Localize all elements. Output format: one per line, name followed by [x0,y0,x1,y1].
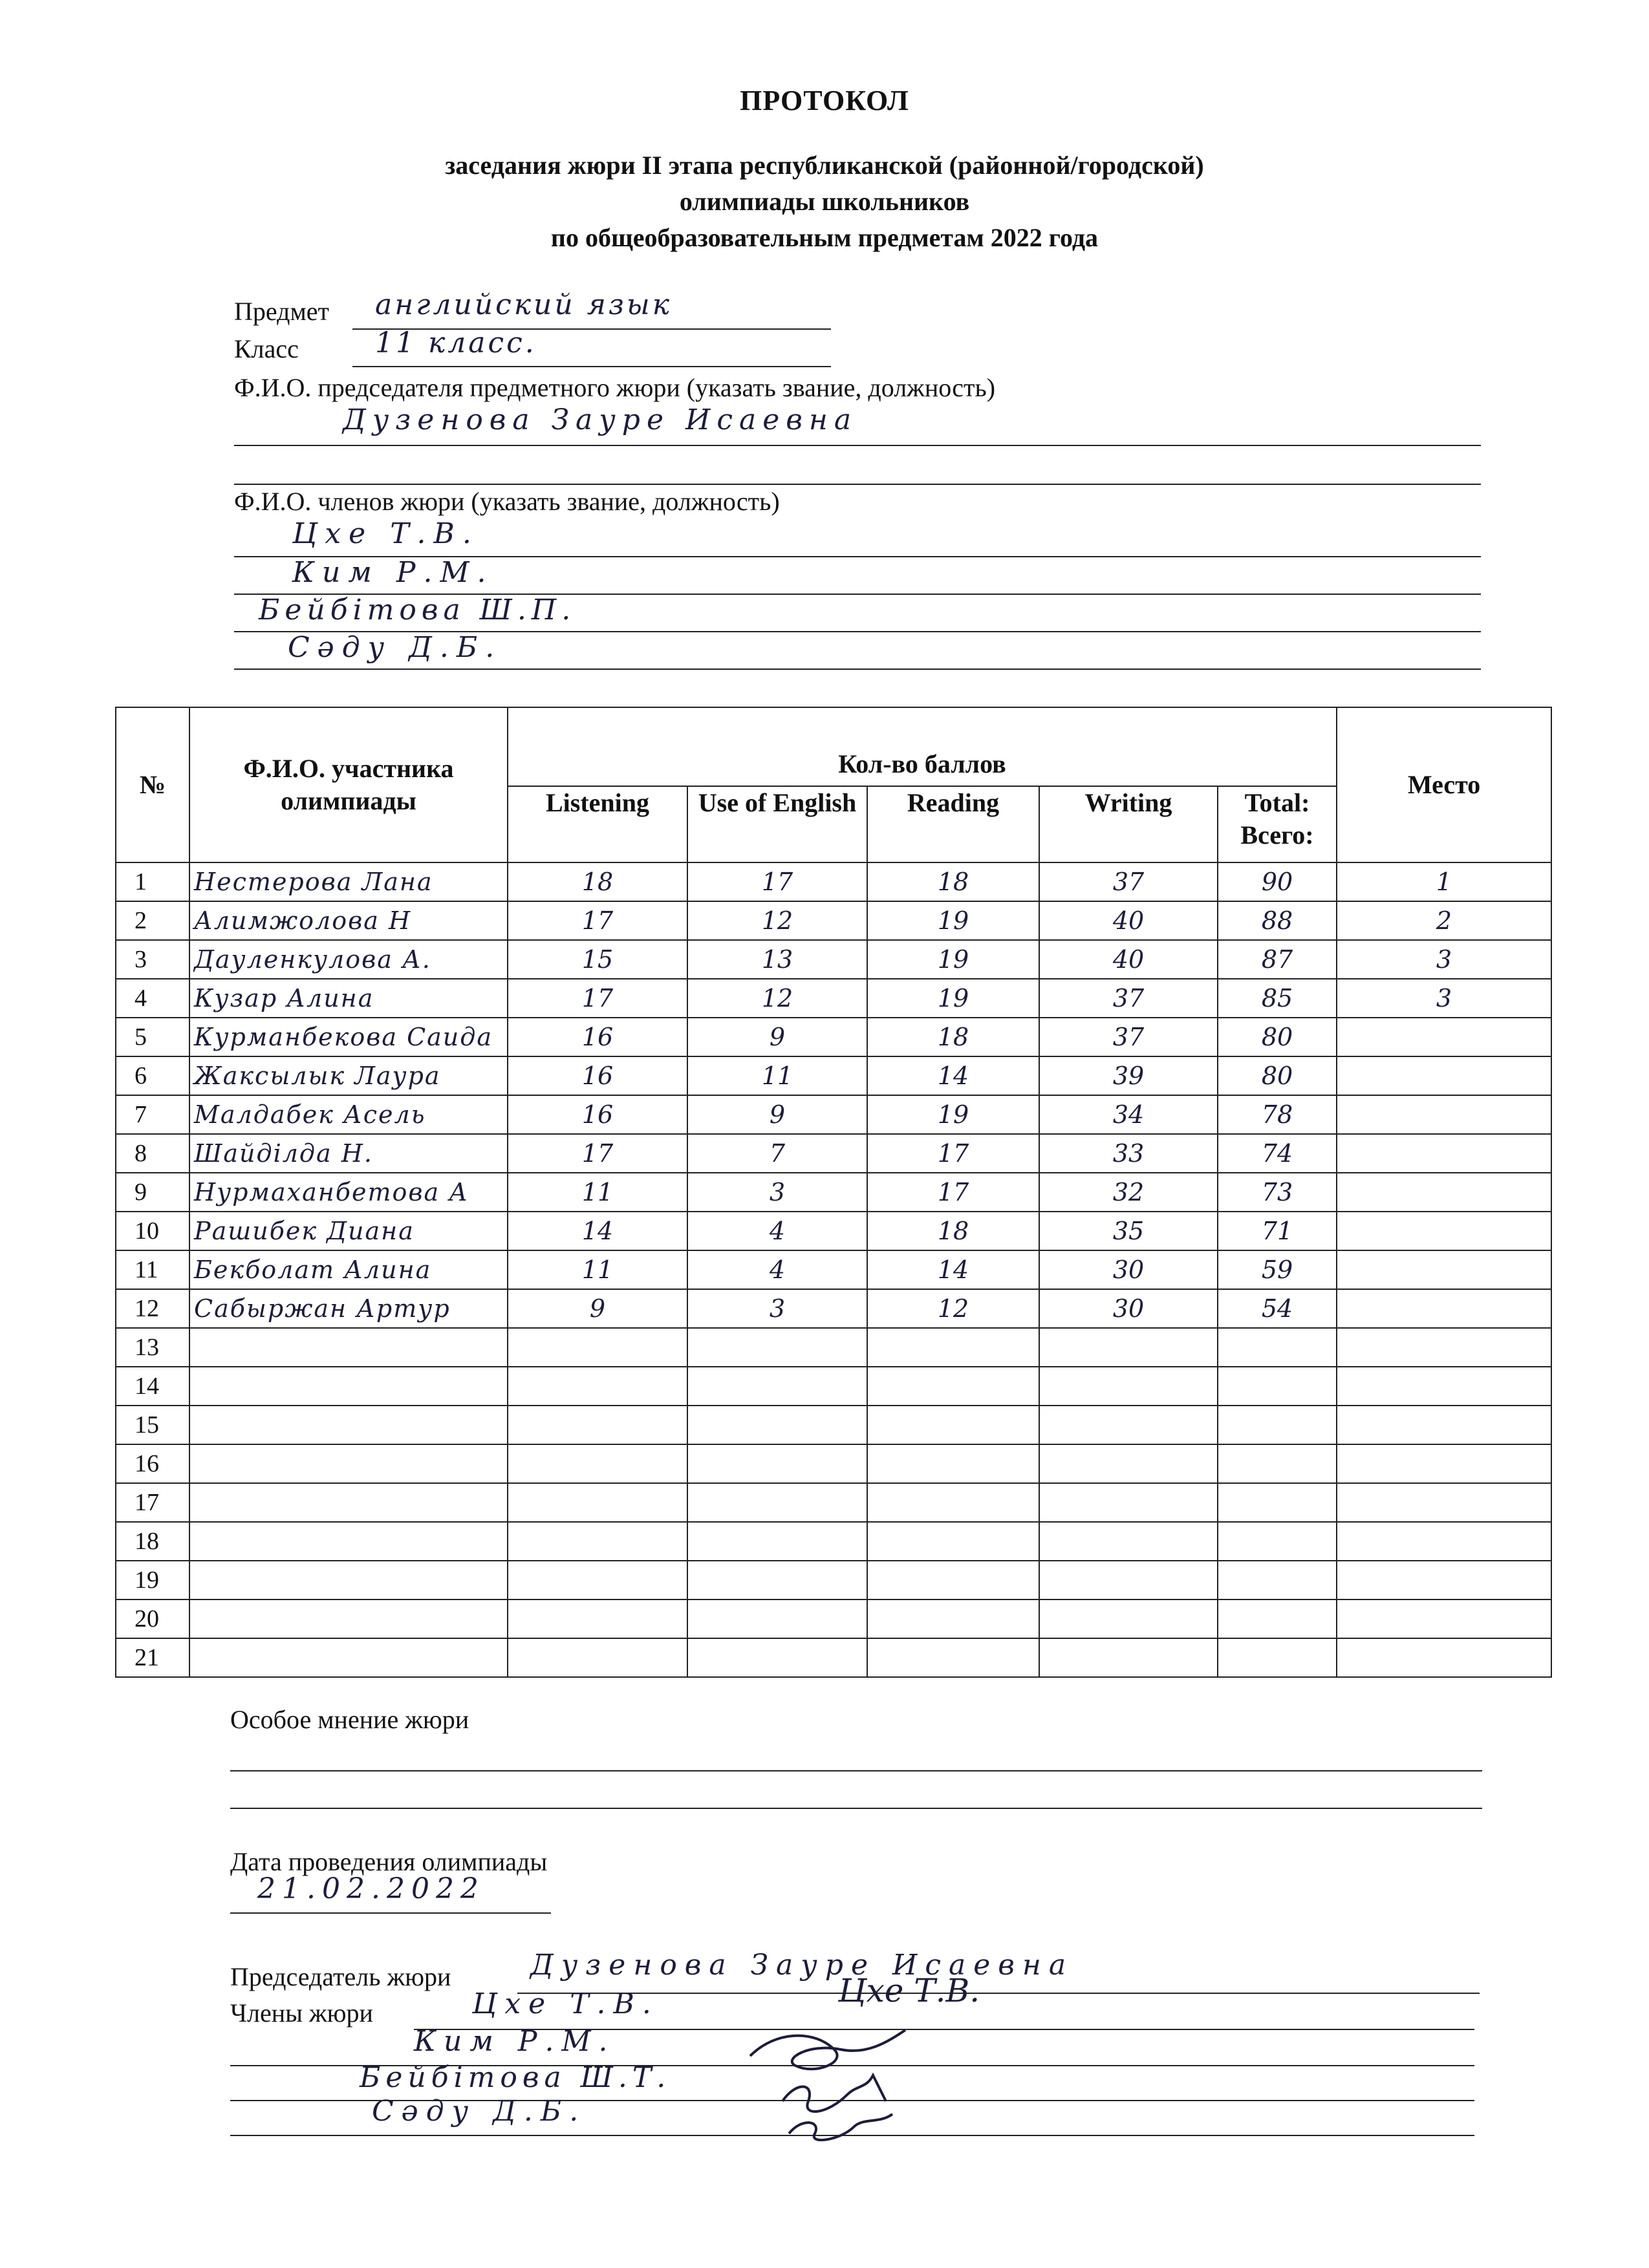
cell-listening [508,1561,687,1599]
cell-num: 2 [116,901,189,940]
cell-participant-name: Шайділда Н. [189,1134,508,1173]
table-row [116,1095,1551,1134]
cell-participant-name: Рашибек Диана [189,1212,508,1250]
table-row [116,1212,1551,1250]
cell-num: 11 [116,1250,189,1289]
cell-use-of-english: 3 [687,1289,867,1328]
cell-use-of-english [687,1561,867,1599]
cell-num: 16 [116,1444,189,1483]
footer-chair-value: Дузенова Зауре Исаевна [530,1949,1074,1982]
cell-writing [1039,1483,1218,1522]
cell-use-of-english: 4 [687,1212,867,1250]
cell-listening: 9 [508,1289,687,1328]
cell-num: 17 [116,1483,189,1522]
cell-writing: 37 [1039,979,1218,1018]
cell-writing [1039,1561,1218,1599]
cell-total: 87 [1218,940,1337,979]
table-row [116,1134,1551,1173]
cell-reading: 18 [867,862,1039,901]
cell-total: 80 [1218,1056,1337,1095]
class-value: 11 класс. [375,326,537,359]
cell-num: 5 [116,1018,189,1056]
cell-writing [1039,1599,1218,1638]
cell-writing [1039,1328,1218,1367]
cell-reading: 19 [867,901,1039,940]
footer-member-2: Ким Р.М. [414,2025,616,2058]
opinion-line-2 [230,1808,1482,1809]
cell-participant-name [189,1522,508,1561]
page-title: ПРОТОКОЛ [740,85,909,116]
cell-participant-name: Бекболат Алина [189,1250,508,1289]
cell-listening [508,1367,687,1406]
cell-use-of-english: 9 [687,1095,867,1134]
cell-use-of-english [687,1522,867,1561]
cell-participant-name [189,1483,508,1522]
cell-participant-name: Нестерова Лана [189,862,508,901]
cell-participant-name: Кузар Алина [189,979,508,1018]
cell-listening [508,1522,687,1561]
opinion-line-1 [230,1770,1482,1771]
footer-member-4: Сәду Д.Б. [372,2095,587,2128]
cell-reading [867,1406,1039,1444]
cell-writing [1039,1367,1218,1406]
cell-total: 78 [1218,1095,1337,1134]
cell-num: 10 [116,1212,189,1250]
cell-use-of-english [687,1406,867,1444]
cell-num: 13 [116,1328,189,1367]
cell-writing [1039,1638,1218,1677]
chair-value: Дузенова Зауре Исаевна [343,403,858,436]
cell-participant-name [189,1444,508,1483]
cell-listening [508,1444,687,1483]
cell-num: 1 [116,862,189,901]
cell-writing: 33 [1039,1134,1218,1173]
cell-writing: 40 [1039,940,1218,979]
cell-use-of-english: 7 [687,1134,867,1173]
cell-place [1337,1250,1551,1289]
members-label: Ф.И.О. членов жюри (указать звание, должность) [234,487,780,516]
cell-writing: 40 [1039,901,1218,940]
cell-reading: 18 [867,1212,1039,1250]
cell-participant-name [189,1638,508,1677]
cell-total: 88 [1218,901,1337,940]
cell-writing: 30 [1039,1250,1218,1289]
results-table [115,707,1552,1678]
cell-participant-name: Курманбекова Саида [189,1018,508,1056]
table-row [116,1250,1551,1289]
cell-place: 2 [1337,901,1551,940]
cell-place [1337,1444,1551,1483]
cell-listening [508,1406,687,1444]
table-row [116,1056,1551,1095]
cell-total: 90 [1218,862,1337,901]
col-header-listening: Listening [508,786,687,862]
table-row [116,862,1551,901]
cell-total: 85 [1218,979,1337,1018]
cell-reading: 14 [867,1056,1039,1095]
cell-total [1218,1367,1337,1406]
table-row [116,1018,1551,1056]
cell-num: 21 [116,1638,189,1677]
col-header-total: Total: Всего: [1218,786,1337,862]
cell-writing [1039,1406,1218,1444]
cell-listening: 17 [508,901,687,940]
cell-participant-name: Нурмаханбетова А [189,1173,508,1212]
cell-num: 8 [116,1134,189,1173]
cell-use-of-english: 11 [687,1056,867,1095]
table-row [116,1289,1551,1328]
cell-num: 12 [116,1289,189,1328]
cell-writing [1039,1522,1218,1561]
cell-use-of-english: 12 [687,901,867,940]
cell-writing: 30 [1039,1289,1218,1328]
chair-line-2 [234,484,1481,485]
footer-members-label: Члены жюри [230,1998,373,2027]
cell-use-of-english: 13 [687,940,867,979]
cell-total [1218,1406,1337,1444]
cell-participant-name: Дауленкулова А. [189,940,508,979]
cell-use-of-english [687,1638,867,1677]
cell-reading: 14 [867,1250,1039,1289]
cell-listening: 15 [508,940,687,979]
cell-total [1218,1522,1337,1561]
cell-place [1337,1599,1551,1638]
date-value: 21.02.2022 [257,1872,485,1905]
subtitle-line-2: олимпиады школьников [679,187,970,216]
cell-total [1218,1638,1337,1677]
cell-reading: 19 [867,979,1039,1018]
cell-total [1218,1599,1337,1638]
cell-num: 7 [116,1095,189,1134]
subject-value: английский язык [375,288,672,321]
cell-reading [867,1522,1039,1561]
cell-num: 19 [116,1561,189,1599]
subject-label: Предмет [234,297,330,326]
cell-writing: 37 [1039,862,1218,901]
cell-reading [867,1328,1039,1367]
chair-line-1 [234,445,1481,446]
cell-use-of-english: 9 [687,1018,867,1056]
cell-total: 80 [1218,1018,1337,1056]
table-row [116,1522,1551,1561]
cell-listening: 17 [508,1134,687,1173]
cell-reading [867,1599,1039,1638]
class-label: Класс [234,334,299,363]
cell-num: 14 [116,1367,189,1406]
cell-listening: 11 [508,1173,687,1212]
table-row [116,979,1551,1018]
cell-use-of-english: 3 [687,1173,867,1212]
table-row [116,1599,1551,1638]
cell-participant-name: Жаксылык Лаура [189,1056,508,1095]
col-header-reading: Reading [867,786,1039,862]
cell-total: 73 [1218,1173,1337,1212]
cell-num: 9 [116,1173,189,1212]
table-row [116,901,1551,940]
signature-1: Цхе Т.В. [838,1972,980,2009]
member-4: Сәду Д.Б. [288,631,502,664]
cell-participant-name: Сабыржан Артур [189,1289,508,1328]
cell-writing: 39 [1039,1056,1218,1095]
subtitle-line-3: по общеобразовательным предметам 2022 года [550,223,1099,252]
cell-place [1337,1483,1551,1522]
cell-listening [508,1599,687,1638]
footer-chair-line [517,1993,1480,1994]
cell-participant-name [189,1599,508,1638]
cell-place [1337,1561,1551,1599]
cell-participant-name [189,1328,508,1367]
cell-place [1337,1367,1551,1406]
cell-use-of-english [687,1599,867,1638]
cell-reading: 19 [867,940,1039,979]
cell-place [1337,1095,1551,1134]
cell-reading: 18 [867,1018,1039,1056]
col-header-place: Место [1337,707,1551,862]
cell-participant-name: Малдабек Асель [189,1095,508,1134]
cell-place [1337,1638,1551,1677]
cell-use-of-english [687,1328,867,1367]
col-header-num: № [116,707,189,862]
cell-participant-name: Алимжолова Н [189,901,508,940]
cell-place: 3 [1337,979,1551,1018]
cell-reading: 17 [867,1173,1039,1212]
cell-num: 15 [116,1406,189,1444]
cell-num: 18 [116,1522,189,1561]
cell-place [1337,1522,1551,1561]
cell-writing: 32 [1039,1173,1218,1212]
cell-place [1337,1056,1551,1095]
cell-place [1337,1173,1551,1212]
cell-place [1337,1289,1551,1328]
footer-member-3: Бейбітова Ш.Т. [360,2061,671,2094]
cell-place [1337,1018,1551,1056]
member-line-4 [234,669,1481,670]
cell-place: 3 [1337,940,1551,979]
table-row [116,1328,1551,1367]
cell-listening [508,1483,687,1522]
table-row [116,1561,1551,1599]
chair-label: Ф.И.О. председателя предметного жюри (указать звание, должность) [234,373,996,402]
cell-listening: 17 [508,979,687,1018]
cell-reading: 17 [867,1134,1039,1173]
cell-place [1337,1328,1551,1367]
cell-reading [867,1367,1039,1406]
cell-num: 6 [116,1056,189,1095]
cell-num: 20 [116,1599,189,1638]
cell-place: 1 [1337,862,1551,901]
date-line [230,1912,551,1914]
cell-total: 74 [1218,1134,1337,1173]
cell-reading [867,1638,1039,1677]
cell-listening: 11 [508,1250,687,1289]
table-row [116,1367,1551,1406]
table-row [116,1173,1551,1212]
footer-member-1: Цхе Т.В. [472,1987,659,2020]
cell-participant-name [189,1406,508,1444]
col-header-scores: Кол-во баллов [508,707,1337,786]
cell-reading [867,1483,1039,1522]
cell-num: 3 [116,940,189,979]
cell-listening: 16 [508,1018,687,1056]
opinion-label: Особое мнение жюри [230,1705,469,1734]
cell-place [1337,1212,1551,1250]
footer-chair-label: Председатель жюри [230,1962,451,1991]
cell-total [1218,1483,1337,1522]
table-row [116,1483,1551,1522]
cell-reading [867,1444,1039,1483]
cell-participant-name [189,1367,508,1406]
cell-use-of-english: 12 [687,979,867,1018]
date-label: Дата проведения олимпиады [230,1847,548,1876]
cell-listening: 14 [508,1212,687,1250]
member-3: Бейбітова Ш.П. [259,594,576,626]
cell-total: 59 [1218,1250,1337,1289]
table-row [116,940,1551,979]
cell-place [1337,1134,1551,1173]
class-line [352,366,831,367]
cell-use-of-english [687,1367,867,1406]
table-row [116,1406,1551,1444]
cell-reading [867,1561,1039,1599]
cell-use-of-english: 4 [687,1250,867,1289]
cell-listening: 16 [508,1095,687,1134]
cell-total [1218,1561,1337,1599]
col-header-use-of-english: Use of English [687,786,867,862]
cell-writing: 35 [1039,1212,1218,1250]
cell-listening: 18 [508,862,687,901]
col-header-writing: Writing [1039,786,1218,862]
cell-writing [1039,1444,1218,1483]
table-row [116,1638,1551,1677]
signatures-image [737,2004,931,2146]
member-1: Цхе Т.В. [292,517,479,550]
cell-total: 54 [1218,1289,1337,1328]
cell-writing: 37 [1039,1018,1218,1056]
cell-listening [508,1328,687,1367]
cell-writing: 34 [1039,1095,1218,1134]
cell-use-of-english: 17 [687,862,867,901]
col-header-name: Ф.И.О. участника олимпиады [189,707,508,862]
cell-total [1218,1444,1337,1483]
cell-listening [508,1638,687,1677]
cell-total: 71 [1218,1212,1337,1250]
cell-participant-name [189,1561,508,1599]
cell-num: 4 [116,979,189,1018]
cell-total [1218,1328,1337,1367]
cell-use-of-english [687,1444,867,1483]
member-2: Ким Р.М. [292,556,494,589]
cell-use-of-english [687,1483,867,1522]
cell-reading: 19 [867,1095,1039,1134]
cell-reading: 12 [867,1289,1039,1328]
table-row [116,1444,1551,1483]
cell-place [1337,1406,1551,1444]
cell-listening: 16 [508,1056,687,1095]
subtitle-line-1: заседания жюри II этапа республиканской (районной/городской) [445,151,1204,180]
